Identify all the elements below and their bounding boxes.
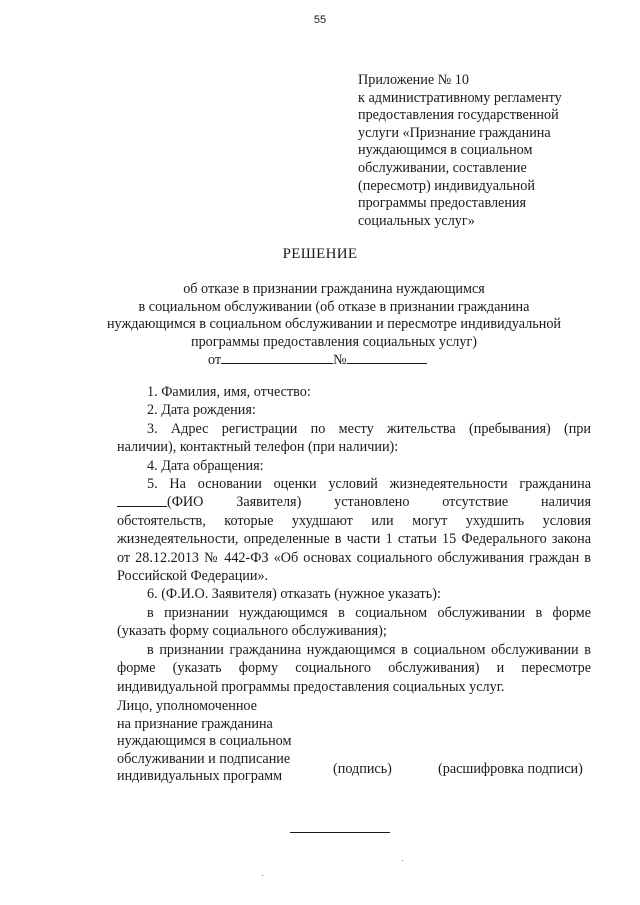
item-3-line: наличии), контактный телефон (при наличии):: [117, 439, 399, 456]
appendix-line: Приложение № 10: [358, 72, 469, 88]
item-5-line: Российской Федерации».: [117, 568, 269, 585]
subtitle-line: нуждающимся в социальном обслуживании и пересмотре индивидуальной: [106, 316, 562, 333]
signature-line: Лицо, уполномоченное: [117, 698, 257, 714]
subtitle-line: программы предоставления социальных услуг): [190, 333, 478, 350]
document-title: РЕШЕНИЕ: [282, 246, 358, 262]
from-label: от: [208, 352, 222, 368]
item-6-option-b-line: в признании гражданина нуждающимся в социальном обслуживании в: [147, 641, 591, 658]
appendix-line: предоставления государственной: [358, 107, 559, 124]
signature-line: обслуживании и подписание: [117, 750, 291, 767]
item-6-option-b-line: форме (указать форму социального обслуживания) и пересмотре: [117, 660, 591, 677]
appendix-line: к административному регламенту: [358, 89, 562, 106]
item-5-line: обстоятельств, которые ухудшают или могут ухудшить условия: [117, 512, 591, 529]
subtitle-line: об отказе в признании гражданина нуждающимся: [183, 281, 485, 297]
appendix-line: (пересмотр) индивидуальной: [358, 177, 535, 194]
item-5-line: [117, 494, 591, 511]
item-6-option-a-line: в признании нуждающимся в социальном обслуживании в форме: [147, 604, 591, 621]
signature-line: индивидуальных программ: [117, 768, 283, 785]
subtitle-line: в социальном обслуживании (об отказе в признании гражданина: [138, 298, 530, 315]
item-5-line: 5. На основании оценки условий жизнедеятельности гражданина: [147, 476, 591, 493]
signature-label: (подпись): [333, 761, 392, 777]
appendix-line: программы предоставления: [358, 195, 527, 212]
bottom-rule: [290, 832, 390, 833]
document-subtitle: [84, 281, 584, 351]
item-3-line: 3. Адрес регистрации по месту жительства (пребывания) (при: [147, 420, 591, 437]
document-body: [117, 384, 591, 697]
signature-line: нуждающимся в социальном: [117, 733, 292, 750]
appendix-line: услуги «Признание гражданина: [358, 124, 551, 141]
fio-blank[interactable]: [117, 494, 167, 507]
date-number-line: [208, 351, 427, 369]
item-6: 6. (Ф.И.О. Заявителя) отказать (нужное указать):: [147, 586, 441, 603]
item-1: 1. Фамилия, имя, отчество:: [147, 384, 311, 400]
signature-line: на признание гражданина: [117, 715, 273, 732]
appendix-header: [358, 72, 598, 230]
item-5-text: (ФИО Заявителя) установлено отсутствие наличия: [167, 494, 591, 511]
date-blank[interactable]: [221, 351, 333, 364]
item-5-line: жизнедеятельности, определенные в части 1 статьи 15 Федерального закона: [117, 531, 591, 548]
scan-speck: [262, 875, 263, 876]
page-number: 55: [313, 14, 327, 26]
item-5-line: от 28.12.2013 № 442-ФЗ «Об основах социального обслуживания граждан в: [117, 549, 591, 566]
appendix-line: обслуживании, составление: [358, 159, 527, 176]
appendix-line: нуждающимся в социальном: [358, 142, 533, 159]
number-label: №: [333, 352, 347, 368]
item-6-option-b-line: индивидуальной программы предоставления социальных услуг.: [117, 678, 505, 695]
number-blank[interactable]: [347, 351, 427, 364]
item-4: 4. Дата обращения:: [147, 457, 264, 474]
item-6-option-a-line: (указать форму социального обслуживания);: [117, 623, 387, 640]
item-2: 2. Дата рождения:: [147, 402, 256, 419]
signature-decode-label: (расшифровка подписи): [438, 761, 583, 777]
scan-speck: [402, 860, 403, 861]
appendix-line: социальных услуг»: [358, 212, 475, 229]
